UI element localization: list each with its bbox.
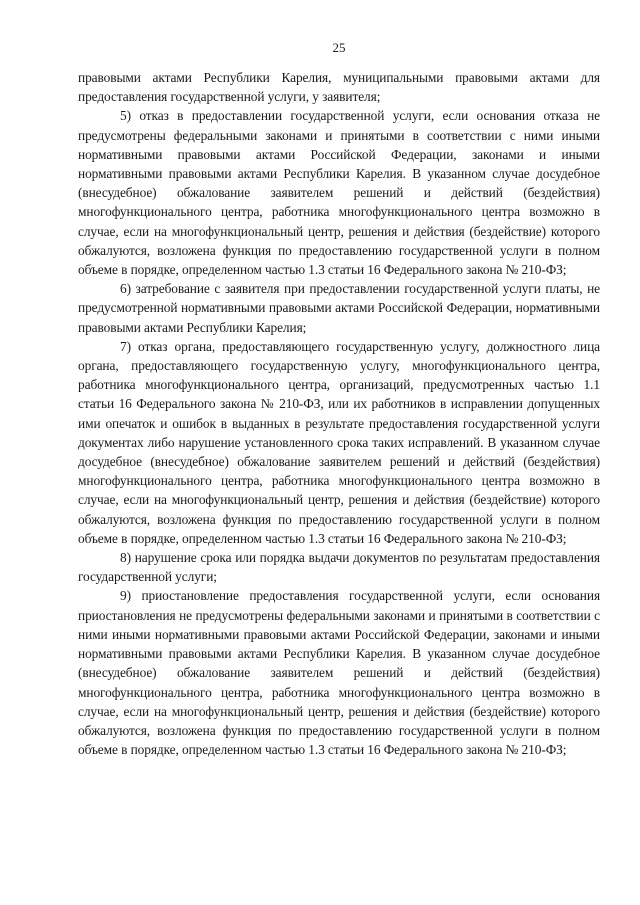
paragraph-item-7: 7) отказ органа, предоставляющего государственную услугу, должностного лица органа, предоставляющего государственную услугу, многофункционального центра, работника многофункционального центра, организаций, предусмотренных частью 1.1 статьи 16 Федерального закона № 210-ФЗ, или их работников в исправлении допущенных ими опечаток и ошибок в выданных в результате предоставления государственной услуги документах либо нарушение установленного срока таких исправлений. В указанном случае досудебное (внесудебное) обжалование заявителем решений и действий (бездействия) многофункционального центра, работника многофункционального центра возможно в случае, если на многофункциональный центр, решения и действия (бездействие) которого обжалуются, возложена функция по предоставлению государственной услуги в полном объеме в порядке, определенном частью 1.3 статьи 16 Федерального закона № 210-ФЗ; [78, 338, 600, 546]
paragraph-item-6: 6) затребование с заявителя при предоставлении государственной услуги платы, не предусмотренной нормативными правовыми актами Российской Федерации, нормативными правовыми актами Республики Карелия; [78, 281, 600, 335]
document-page [78, 0, 600, 905]
page-number: 25 [332, 40, 346, 55]
paragraph-continuation: правовыми актами Республики Карелия, муниципальными правовыми актами для предоставления государственной услуги, у заявителя; [78, 70, 600, 105]
paragraph-item-5: 5) отказ в предоставлении государственной услуги, если основания отказа не предусмотрены федеральными законами и принятыми в соответствии с ними иными нормативными правовыми актами Российской Федерации, законами и иными нормативными правовыми актами Республики Карелия. В указанном случае досудебное (внесудебное) обжалование заявителем решений и действий (бездействия) многофункционального центра, работника многофункционального центра возможно в случае, если на многофункциональный центр, решения и действия (бездействие) которого обжалуются, возложена функция по предоставлению государственной услуги в полном объеме в порядке, определенном частью 1.3 статьи 16 Федерального закона № 210-ФЗ; [78, 108, 600, 278]
paragraph-item-9: 9) приостановление предоставления государственной услуги, если основания приостановления не предусмотрены федеральными законами и принятыми в соответствии с ними иными нормативными правовыми актами Российской Федерации, законами и иными нормативными правовыми актами Республики Карелия. В указанном случае досудебное (внесудебное) обжалование заявителем решений и действий (бездействия) многофункционального центра, работника многофункционального центра возможно в случае, если на многофункциональный центр, решения и действия (бездействие) которого обжалуются, возложена функция по предоставлению государственной услуги в полном объеме в порядке, определенном частью 1.3 статьи 16 Федерального закона № 210-ФЗ; [78, 588, 600, 758]
document-body [78, 68, 600, 759]
paragraph-item-8: 8) нарушение срока или порядка выдачи документов по результатам предоставления государственной услуги; [78, 550, 600, 585]
